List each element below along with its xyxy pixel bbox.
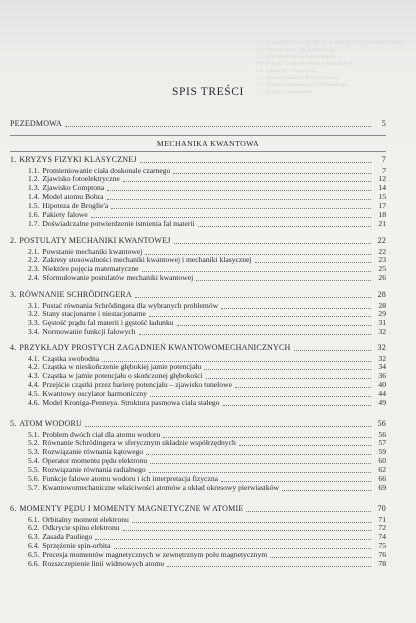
- toc-page-number: 26: [378, 273, 386, 283]
- toc-chapter-2[interactable]: [10, 236, 386, 246]
- toc-entry-title: Doświadczalne potwierdzenie istnienia fal materii: [42, 218, 195, 228]
- leader-dots: [91, 216, 371, 218]
- toc-entry-number: 1.7.: [28, 218, 40, 228]
- toc-page-number: 31: [378, 318, 386, 328]
- toc-page-number: 60: [378, 456, 386, 466]
- leader-dots: [150, 462, 371, 464]
- toc-entry-title: Cząstka w nieskończenie głębokiej jamie potencjału: [42, 362, 202, 372]
- toc-entry-title: Precesja momentów magnetycznych w zewnętrznym polu magnetycznym: [42, 550, 268, 560]
- toc-page-number: 22: [377, 236, 386, 245]
- toc-page-number: 78: [378, 559, 386, 568]
- toc-page-number: 28: [378, 300, 386, 310]
- toc-entry-title: KRYZYS FIZYKI KLASYCZNEJ: [19, 155, 137, 164]
- toc-entry-number: 3.3.: [28, 318, 40, 328]
- toc-page-number: 59: [378, 447, 386, 457]
- toc-entry-number: 3.4.: [28, 327, 40, 337]
- leader-dots: [177, 324, 371, 326]
- divider-bottom: [10, 151, 386, 152]
- toc-page-number: 56: [378, 429, 386, 439]
- divider-top: [10, 135, 386, 136]
- leader-dots: [196, 279, 371, 281]
- toc-page-number: 66: [378, 474, 386, 483]
- toc-page-number: 25: [378, 264, 386, 274]
- toc-entry-title: Funkcje falowe atomu wodoru i ich interpretacja fizyczna: [42, 474, 219, 483]
- toc-entry-title: Odkrycie spinu elektronu: [42, 523, 120, 533]
- toc-entry-number: 1.2.: [28, 174, 40, 184]
- toc-entry-title: Orbitalny moment elektronu: [42, 514, 129, 524]
- toc-chapter-5[interactable]: [10, 419, 386, 429]
- toc-entry-title: Przejście cząstki przez barierę potencjału – zjawisko tunelowe: [42, 380, 232, 390]
- bleed-line: POSTULATY MECHANIKI KWANTOWEJ: [256, 61, 356, 67]
- toc-entry-title: Postać równania Schrödingera dla wybranych problemów: [42, 300, 219, 310]
- toc-entry-title: Niektóre pojęcia matematyczne: [42, 264, 139, 274]
- toc-entry-title: Cząstka swobodna: [42, 353, 100, 363]
- toc-section[interactable]: [28, 219, 386, 229]
- toc-entry-title: ATOM WODORU: [19, 419, 82, 428]
- toc-page-number: 21: [378, 218, 386, 228]
- toc-section[interactable]: [28, 559, 386, 569]
- toc-entry-title: Problem dwóch ciał dla atomu wodoru: [42, 429, 161, 439]
- leader-dots: [140, 161, 371, 163]
- toc-page-number: 28: [377, 290, 386, 299]
- toc-page-number: 72: [378, 523, 386, 533]
- toc-page-number: 32: [378, 353, 386, 363]
- leader-dots: [150, 395, 371, 397]
- toc-page-number: 34: [378, 362, 386, 372]
- toc-page-number: 71: [378, 514, 386, 524]
- leader-dots: [142, 270, 371, 272]
- toc-chapter-4[interactable]: [10, 343, 386, 353]
- toc-page-number: 7: [381, 155, 386, 164]
- leader-dots: [111, 207, 371, 209]
- toc-section[interactable]: [28, 273, 386, 283]
- leader-dots: [139, 333, 371, 335]
- toc-entry-title: Pakiety falowe: [42, 210, 88, 219]
- toc-page-number: 32: [378, 327, 386, 337]
- toc-entry-title: Sprzężenie spin-orbita: [42, 541, 111, 551]
- toc-entry-title: Rozwiązanie równania kątowego: [42, 447, 144, 457]
- toc-entry-number: 4.4.: [28, 380, 40, 390]
- toc-page-number: 22: [378, 246, 386, 256]
- bleed-line: 1.4. Operatory i obserwable: [256, 68, 318, 74]
- toc-page-number: 56: [377, 419, 386, 428]
- toc-entry-title: Rozszczepienie linii widmowych atomu: [42, 559, 165, 568]
- toc-page-number: 36: [378, 371, 386, 381]
- toc-page-number: 74: [378, 532, 386, 542]
- toc-chapter-1[interactable]: [10, 155, 386, 165]
- toc-page-number: 49: [378, 398, 386, 407]
- toc-entry-title: Cząstka w jamie potencjału o skończonej głębokości: [42, 371, 203, 381]
- toc-entry-number: 1.4.: [28, 192, 40, 202]
- toc-entry-number: 4.5.: [28, 389, 40, 399]
- toc-entry-title: Zasada Pauliego: [42, 532, 93, 542]
- toc-entry-title: Sformułowanie postulatów mechaniki kwantowej: [42, 273, 194, 283]
- toc-entry-number: 3.1.: [28, 300, 40, 310]
- toc-entry-title: Zjawisko fotoelektryczne: [42, 174, 120, 184]
- leader-dots: [107, 189, 371, 191]
- leader-dots: [239, 444, 371, 446]
- toc-entry-title: POSTULATY MECHANIKI KWANTOWEJ: [19, 236, 171, 245]
- leader-dots: [221, 307, 371, 309]
- toc-entry-number: 6.5.: [28, 550, 40, 560]
- toc-entry-title: Model Kroniga-Penneya. Struktura pasmowa ciała stałego: [42, 398, 220, 407]
- page-title: SPIS TREŚCI: [172, 86, 244, 98]
- toc-entry-title: PRZYKŁADY PROSTYCH ZAGADNIEŃ KWANTOWOMECHANICZNYCH: [19, 343, 291, 352]
- toc-page-number: 5: [381, 119, 386, 128]
- toc-entry-number: 6.2.: [28, 523, 40, 533]
- toc-entry-title: Stany stacjonarne i niestacjonarne: [42, 309, 146, 319]
- toc-entry-number: 1.6.: [28, 210, 40, 219]
- toc-entry-number: 1.3.: [28, 183, 40, 193]
- leader-dots: [235, 386, 371, 388]
- leader-dots: [114, 547, 372, 549]
- toc-page-number: 12: [378, 174, 386, 184]
- toc-entry-title: Promieniowanie ciała doskonale czarnego: [42, 165, 171, 175]
- toc-entry-title: MOMENTY PĘDU I MOMENTY MAGNETYCZNE W ATOMIE: [19, 504, 244, 513]
- leader-dots: [123, 529, 371, 531]
- toc-page-number: 69: [378, 482, 386, 492]
- toc-page-number: 57: [378, 438, 386, 448]
- leader-dots: [149, 315, 371, 317]
- leader-dots: [149, 471, 371, 473]
- toc-entry-number: 4.: [10, 343, 17, 352]
- toc-entry-number: 1.5.: [28, 201, 40, 211]
- toc-entry-number: 6.4.: [28, 541, 40, 551]
- leader-dots: [198, 225, 371, 227]
- leader-dots: [167, 565, 371, 567]
- toc-page-number: 18: [378, 210, 386, 219]
- toc-page-number: 14: [378, 183, 386, 193]
- toc-page-number: 62: [378, 465, 386, 475]
- toc-page-number: 44: [378, 389, 386, 399]
- leader-dots: [65, 125, 371, 127]
- toc-chapter-6[interactable]: [10, 504, 386, 514]
- toc-entry-title: Hipoteza de Broglie'a: [42, 201, 109, 211]
- toc-entry-number: 5.4.: [28, 456, 40, 466]
- toc-page-number: 32: [377, 343, 386, 352]
- toc-entry-title: Normowanie funkcji falowych: [42, 327, 136, 337]
- toc-entry-title: Zakresy stosowalności mechaniki kwantowej i mechaniki klasycznej: [42, 255, 252, 265]
- toc-entry-number: 5.1.: [28, 429, 40, 439]
- bleed-line: 1.7. Reguły kwantowania: [256, 89, 313, 95]
- leader-dots: [95, 538, 371, 540]
- toc-entry-title: Kwantowy oscylator harmoniczny: [42, 389, 147, 399]
- toc-entry-number: 5.7.: [28, 482, 40, 492]
- toc-entry-number: 5.2.: [28, 438, 40, 448]
- toc-entry-number: 2.2.: [28, 255, 40, 265]
- toc-chapter-3[interactable]: [10, 290, 386, 300]
- toc-page-number: 7: [382, 165, 386, 175]
- toc-page-number: 76: [378, 550, 386, 560]
- toc-entry-number: 2.4.: [28, 273, 40, 283]
- bleed-line: 1.5. Wartości własne i funkcje własne: [256, 75, 340, 81]
- toc-entry-title: Operator momentu pędu elektronu: [42, 456, 148, 466]
- leader-dots: [173, 172, 371, 174]
- toc-entry-title: Zjawisko Comptona: [42, 183, 105, 193]
- leader-dots: [145, 253, 371, 255]
- toc-page-number: 40: [378, 380, 386, 390]
- part-title: MECHANIKA KWANTOWA: [156, 139, 260, 148]
- bleed-line: 1.1. PODSTAWOWE POJĘCIA W MECHANICE KWANTOWEJ: [256, 40, 404, 46]
- leader-dots: [206, 377, 371, 379]
- leader-dots: [270, 556, 371, 558]
- leader-dots: [282, 489, 371, 491]
- leader-dots: [132, 521, 371, 523]
- toc-entry-title: Rozwiązanie równania radialnego: [42, 465, 146, 475]
- leader-dots: [221, 480, 371, 482]
- toc-entry-number: 5.5.: [28, 465, 40, 475]
- toc-entry-title: PEZEDMOWA: [10, 119, 63, 128]
- leader-dots: [174, 242, 371, 244]
- leader-dots: [223, 404, 371, 406]
- toc-entry-number: 5.6.: [28, 474, 40, 483]
- toc-entry-number: 2.3.: [28, 264, 40, 274]
- bleed-line: 1.3. Równanie falowe Schrödingera: [256, 54, 335, 60]
- toc-section[interactable]: [28, 398, 386, 408]
- leader-dots: [204, 368, 371, 370]
- toc-entry-number: 1.: [10, 155, 17, 164]
- toc-page-number: 15: [378, 192, 386, 202]
- toc-entry-number: 1.1.: [28, 165, 40, 175]
- toc-entry-number: 3.: [10, 290, 17, 299]
- toc-entry-title: RÓWNANIE SCHRÖDINGERA: [19, 290, 132, 299]
- toc-entry-number: 6.: [10, 504, 17, 513]
- toc-page-number: 70: [377, 504, 386, 513]
- toc-entry-number: 5.3.: [28, 447, 40, 457]
- toc-entry-number: 6.1.: [28, 514, 40, 524]
- leader-dots: [123, 180, 371, 182]
- bleed-line: 1.6. Zasada nieoznaczoności Heisenberga: [256, 82, 348, 88]
- toc-entry-number: 5.: [10, 419, 17, 428]
- toc-entry-title: Równanie Schrödingera w sferycznym układzie współrzędnych: [42, 438, 236, 448]
- toc-entry-number: 4.3.: [28, 371, 40, 381]
- leader-dots: [246, 510, 371, 512]
- toc-entry-number: 2.1.: [28, 246, 40, 256]
- leader-dots: [107, 198, 371, 200]
- toc-entry-title: Model atomu Bohra: [42, 192, 104, 202]
- leader-dots: [102, 360, 371, 362]
- toc-entry-number: 2.: [10, 236, 17, 245]
- toc-page-number: 23: [378, 255, 386, 265]
- toc-entry-title: Gęstość prądu fal materii i gęstość ładunku: [42, 318, 174, 328]
- toc-entry-number: 6.6.: [28, 559, 40, 568]
- leader-dots: [135, 296, 371, 298]
- leader-dots: [146, 453, 371, 455]
- leader-dots: [294, 349, 371, 351]
- toc-entry-number: 4.6.: [28, 398, 40, 407]
- toc-entry-title: Powstanie mechaniki kwantowej: [42, 246, 143, 256]
- toc-page-number: 17: [378, 201, 386, 211]
- toc-entry-title: Kwantowomechaniczne właściwości atomów a układ okresowy pierwiastków: [42, 482, 279, 492]
- toc-entry-number: 4.2.: [28, 362, 40, 372]
- bleed-line: 1.2. Funkcja stanu i jej interpretacja: [256, 47, 335, 53]
- leader-dots: [85, 425, 371, 427]
- toc-page-number: 29: [378, 309, 386, 319]
- toc-section[interactable]: [28, 483, 386, 493]
- leader-dots: [163, 436, 371, 438]
- toc-entry-preface[interactable]: [10, 119, 386, 129]
- toc-section[interactable]: [28, 327, 386, 337]
- toc-page-number: 75: [378, 541, 386, 551]
- toc-entry-number: 4.1.: [28, 353, 40, 363]
- leader-dots: [255, 261, 371, 263]
- toc-entry-number: 3.2.: [28, 309, 40, 319]
- toc-entry-number: 6.3.: [28, 532, 40, 542]
